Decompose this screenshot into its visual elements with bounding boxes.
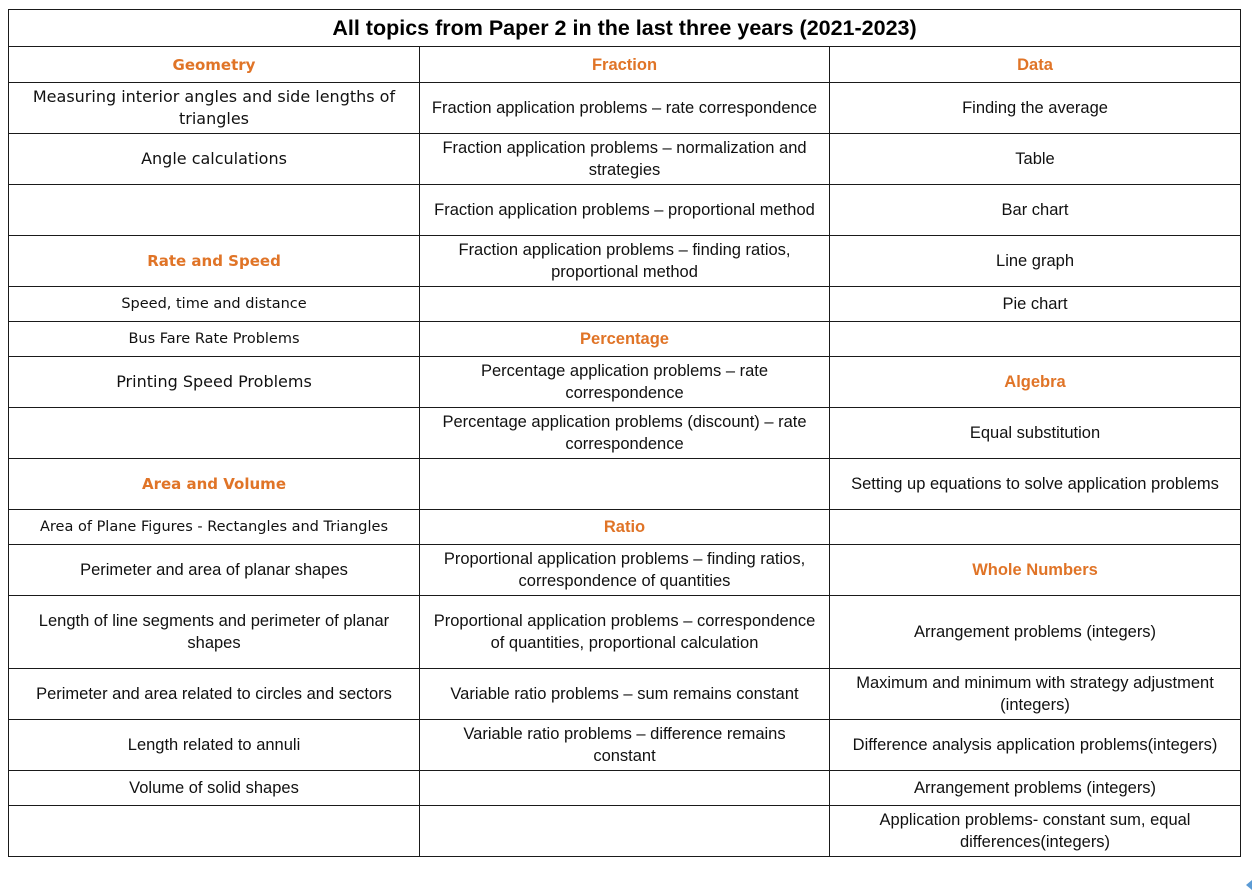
- empty-cell: [830, 322, 1241, 357]
- algebra-header: Algebra: [830, 357, 1241, 408]
- fraction-proportional-method: Fraction application problems – proportional method: [420, 185, 830, 236]
- area-perimeter-area: Perimeter and area of planar shapes: [9, 545, 420, 596]
- ratio-correspondence: Proportional application problems – correspondence of quantities, proportional calculation: [420, 596, 830, 669]
- table-row: [9, 771, 1241, 806]
- rate-speed-distance: Speed, time and distance: [9, 287, 420, 322]
- percentage-rate-correspondence: Percentage application problems – rate correspondence: [420, 357, 830, 408]
- data-line-graph: Line graph: [830, 236, 1241, 287]
- empty-cell: [420, 806, 830, 857]
- fraction-normalization: Fraction application problems – normalization and strategies: [420, 134, 830, 185]
- area-annuli: Length related to annuli: [9, 720, 420, 771]
- ratio-sum-constant: Variable ratio problems – sum remains constant: [420, 669, 830, 720]
- table-row: [9, 459, 1241, 510]
- title-row: [9, 10, 1241, 47]
- ratio-finding-ratios: Proportional application problems – finding ratios, correspondence of quantities: [420, 545, 830, 596]
- area-plane-figures: Area of Plane Figures - Rectangles and Triangles: [9, 510, 420, 545]
- table-row: [9, 287, 1241, 322]
- table-row: [9, 322, 1241, 357]
- table-row: [9, 357, 1241, 408]
- whole-constant-sum: Application problems- constant sum, equal differences(integers): [830, 806, 1241, 857]
- empty-cell: [420, 287, 830, 322]
- rate-speed-header: Rate and Speed: [9, 236, 420, 287]
- algebra-equal-substitution: Equal substitution: [830, 408, 1241, 459]
- table-row: [9, 236, 1241, 287]
- area-volume-header: Area and Volume: [9, 459, 420, 510]
- data-header: Data: [830, 47, 1241, 83]
- geometry-interior-angles: Measuring interior angles and side lengths of triangles: [9, 83, 420, 134]
- whole-max-min: Maximum and minimum with strategy adjustment (integers): [830, 669, 1241, 720]
- table-row: [9, 83, 1241, 134]
- percentage-header: Percentage: [420, 322, 830, 357]
- empty-cell: [9, 185, 420, 236]
- table-row: [9, 669, 1241, 720]
- table-row: [9, 806, 1241, 857]
- table-row: [9, 408, 1241, 459]
- ratio-header: Ratio: [420, 510, 830, 545]
- empty-cell: [420, 459, 830, 510]
- whole-arrangement-2: Arrangement problems (integers): [830, 771, 1241, 806]
- ratio-difference-constant: Variable ratio problems – difference remains constant: [420, 720, 830, 771]
- percentage-discount: Percentage application problems (discount) – rate correspondence: [420, 408, 830, 459]
- whole-arrangement: Arrangement problems (integers): [830, 596, 1241, 669]
- area-solid-shapes: Volume of solid shapes: [9, 771, 420, 806]
- data-bar-chart: Bar chart: [830, 185, 1241, 236]
- empty-cell: [420, 771, 830, 806]
- table-row: [9, 510, 1241, 545]
- rate-printing-speed: Printing Speed Problems: [9, 357, 420, 408]
- geometry-header: Geometry: [9, 47, 420, 83]
- table-row: [9, 545, 1241, 596]
- header-row: [9, 47, 1241, 83]
- topics-table: [8, 9, 1241, 857]
- table-row: [9, 596, 1241, 669]
- fraction-rate-correspondence: Fraction application problems – rate correspondence: [420, 83, 830, 134]
- data-table: Table: [830, 134, 1241, 185]
- geometry-angle-calculations: Angle calculations: [9, 134, 420, 185]
- algebra-equations: Setting up equations to solve application problems: [830, 459, 1241, 510]
- rate-bus-fare: Bus Fare Rate Problems: [9, 322, 420, 357]
- data-average: Finding the average: [830, 83, 1241, 134]
- table-row: [9, 185, 1241, 236]
- empty-cell: [9, 806, 420, 857]
- whole-difference-analysis: Difference analysis application problems(integers): [830, 720, 1241, 771]
- empty-cell: [9, 408, 420, 459]
- fraction-header: Fraction: [420, 47, 830, 83]
- table-title: All topics from Paper 2 in the last three years (2021-2023): [9, 10, 1241, 47]
- area-line-segments: Length of line segments and perimeter of planar shapes: [9, 596, 420, 669]
- whole-numbers-header: Whole Numbers: [830, 545, 1241, 596]
- fraction-finding-ratios: Fraction application problems – finding ratios, proportional method: [420, 236, 830, 287]
- edge-arrow-icon: [1246, 880, 1252, 890]
- area-circles-sectors: Perimeter and area related to circles and sectors: [9, 669, 420, 720]
- table-row: [9, 720, 1241, 771]
- empty-cell: [830, 510, 1241, 545]
- data-pie-chart: Pie chart: [830, 287, 1241, 322]
- table-row: [9, 134, 1241, 185]
